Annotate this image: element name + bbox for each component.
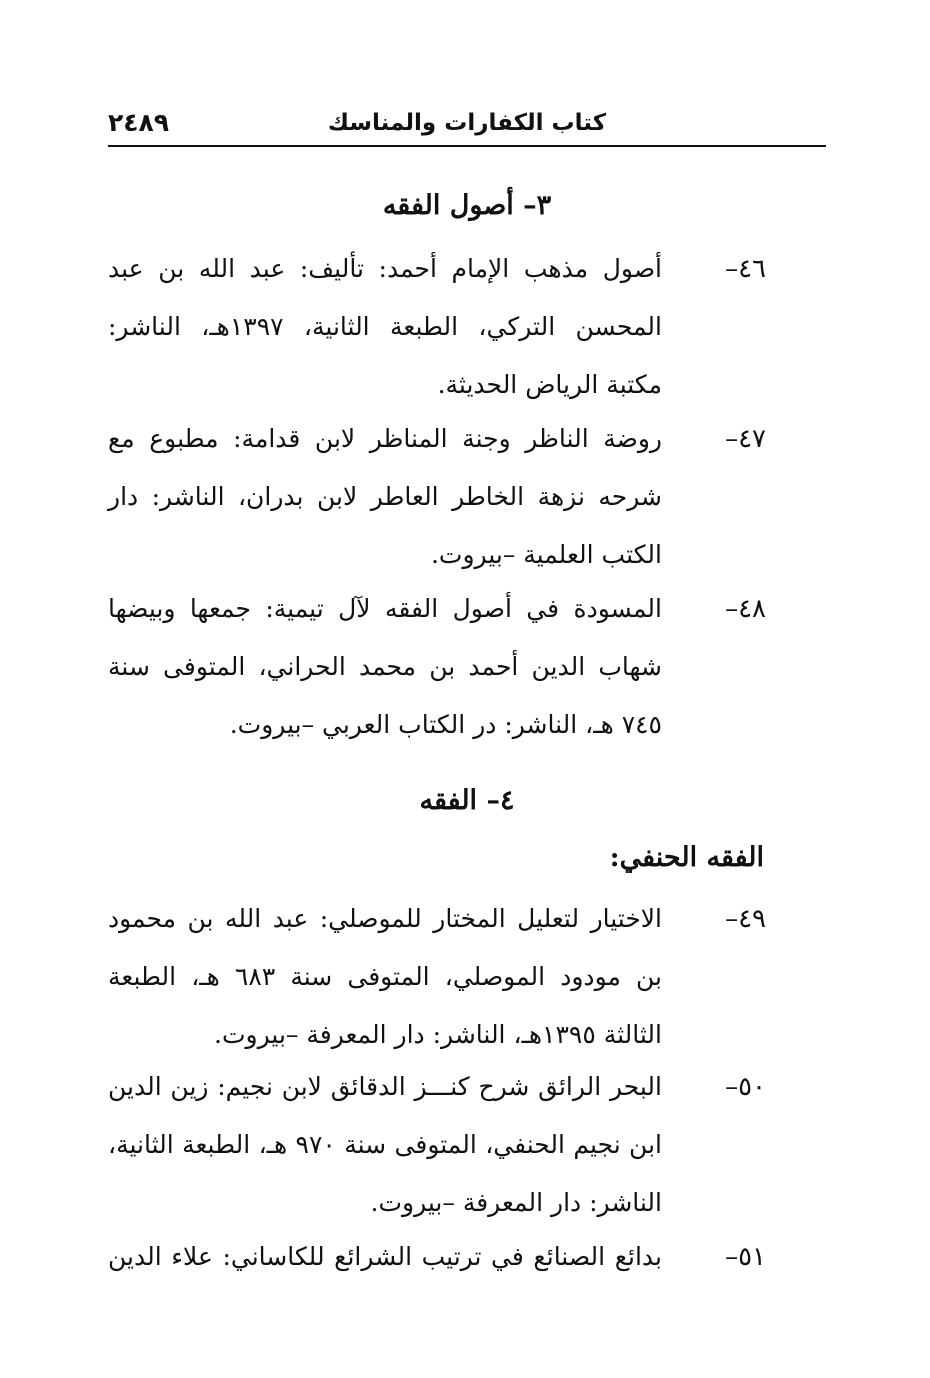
entry-text: روضة الناظر وجنة المناظر لابن قدامة: مطبوع مع شرحه نزهة الخاطر العاطر لابن بدران، الناشر: دار الكتب العلمية –بيروت. <box>108 424 662 569</box>
bibliography-entry <box>108 410 766 584</box>
book-title: كتاب الكفارات والمناسك <box>327 110 607 136</box>
entry-text: الاختيار لتعليل المختار للموصلي: عبد الله بن محمود بن مودود الموصلي، المتوفى سنة ٦٨٣ هـ، الطبعة الثالثة ١٣٩٥هـ، الناشر: دار المعرفة –بيروت. <box>108 904 662 1049</box>
running-head <box>108 104 826 144</box>
entry-number: ٤٩– <box>725 904 766 934</box>
subheading-hanafi-fiqh: الفقه الحنفي: <box>609 842 764 873</box>
entry-number: ٥١– <box>725 1242 766 1272</box>
entry-number: ٤٧– <box>725 424 766 454</box>
entry-text: أصول مذهب الإمام أحمد: تأليف: عبد الله بن عبد المحسن التركي، الطبعة الثانية، ١٣٩٧هـ، الناشر: مكتبة الرياض الحديثة. <box>108 254 662 399</box>
section-title-usul-al-fiqh: ٣– أصول الفقه <box>382 190 552 221</box>
bibliography-entry <box>108 890 766 1064</box>
bibliography-entry <box>108 1228 766 1288</box>
entry-number: ٤٦– <box>725 254 766 284</box>
entry-number: ٥٠– <box>725 1072 766 1102</box>
bibliography-entry <box>108 580 766 754</box>
entry-text: بدائع الصنائع في ترتيب الشرائع للكاساني: علاء الدين <box>108 1242 662 1271</box>
bibliography-entry <box>108 1058 766 1232</box>
section-title-al-fiqh: ٤– الفقه <box>419 785 515 816</box>
page-number: ٢٤٨٩ <box>108 108 170 137</box>
bibliography-entry <box>108 240 766 414</box>
entry-number: ٤٨– <box>725 594 766 624</box>
header-divider <box>108 145 826 147</box>
entry-text: البحر الرائق شرح كنـــز الدقائق لابن نجيم: زين الدين ابن نجيم الحنفي، المتوفى سنة ٩٧٠ هـ، الطبعة الثانية، الناشر: دار المعرفة –بيروت. <box>108 1072 662 1217</box>
entry-text: المسودة في أصول الفقه لآل تيمية: جمعها وبيضها شهاب الدين أحمد بن محمد الحراني، المتوفى سنة ٧٤٥ هـ، الناشر: در الكتاب العربي –بيروت. <box>108 594 662 739</box>
